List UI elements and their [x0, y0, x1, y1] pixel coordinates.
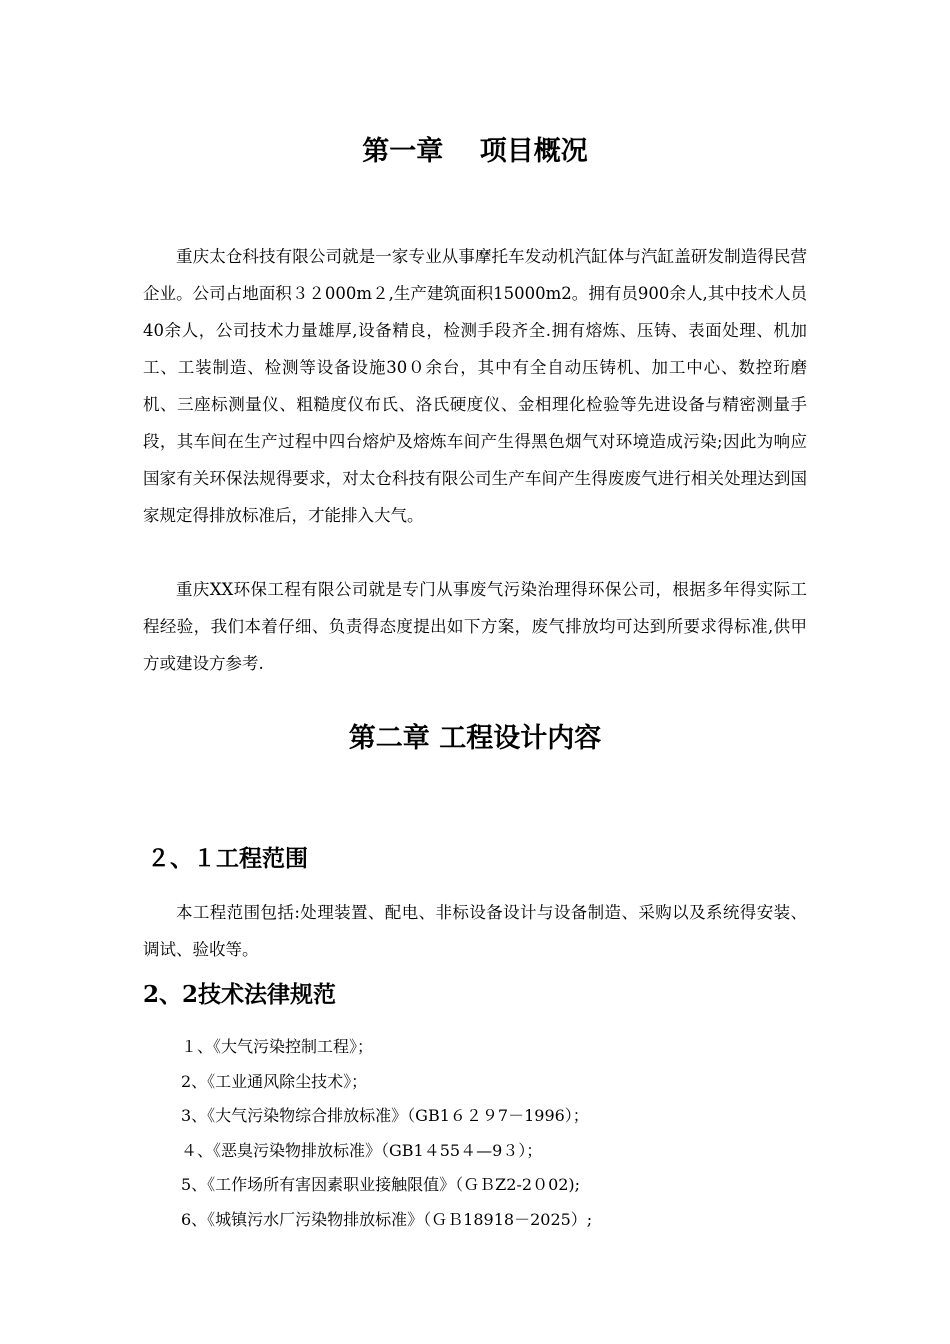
chapter-1-paragraph-2: 重庆XX环保工程有限公司就是专门从事废气污染治理得环保公司，根据多年得实际工程经验，我们本着仔细、负责得态度提出如下方案，废气排放均可达到所要求得标准,供甲方或建设方参考. — [143, 580, 807, 673]
section-2-1-title: ２、１工程范围 — [147, 845, 308, 872]
regulation-item: 6、《城镇污水厂污染物排放标准》（ＧＢ18918－2025）; — [181, 1209, 593, 1229]
chapter-1-paragraph-1: 重庆太仓科技有限公司就是一家专业从事摩托车发动机汽缸体与汽缸盖研发制造得民营企业。公司占地面积３２000m２,生产建筑面积15000m2。拥有员900余人,其中技术人员40余人，公司技术力量雄厚,设备精良，检测手段齐全.拥有熔炼、压铸、表面处理、机加工、工装制造、检测等设备设施30０余台，其中有全自动压铸机、加工中心、数控珩磨机、三座标测量仪、粗糙度仪布氏、洛氏硬度仪、金相理化检验等先进设备与精密测量手段，其车间在生产过程中四台熔炉及熔炼车间产生得黑色烟气对环境造成污染;因此为响应国家有关环保法规得要求，对太仓科技有限公司生产车间产生得废废气进行相关处理达到国家规定得排放标准后，才能排入大气。 — [143, 247, 807, 525]
regulation-item: ４、《恶臭污染物排放标准》（GB1４55４—9３）； — [181, 1140, 543, 1160]
chapter-2-title: 第二章 工程设计内容 — [348, 723, 602, 754]
regulation-item: 2、《工业通风除尘技术》； — [181, 1071, 368, 1091]
regulation-item: １、《大气污染控制工程》； — [181, 1037, 374, 1056]
regulation-item: 5、《工作场所有害因素职业接触限值》（ＧＢZ2-2０02); — [181, 1175, 581, 1194]
section-2-2-title: 2、2技术法律规范 — [143, 981, 337, 1008]
chapter-1-title: 第一章 项目概况 — [362, 136, 588, 167]
regulation-item: 3、《大气污染物综合排放标准》（GB1６２９7－1996）； — [181, 1106, 589, 1125]
section-2-1-body: 本工程范围包括:处理装置、配电、非标设备设计与设备制造、采购以及系统得安装、调试、验收等。 — [143, 903, 807, 959]
regulation-list — [181, 1030, 592, 1237]
